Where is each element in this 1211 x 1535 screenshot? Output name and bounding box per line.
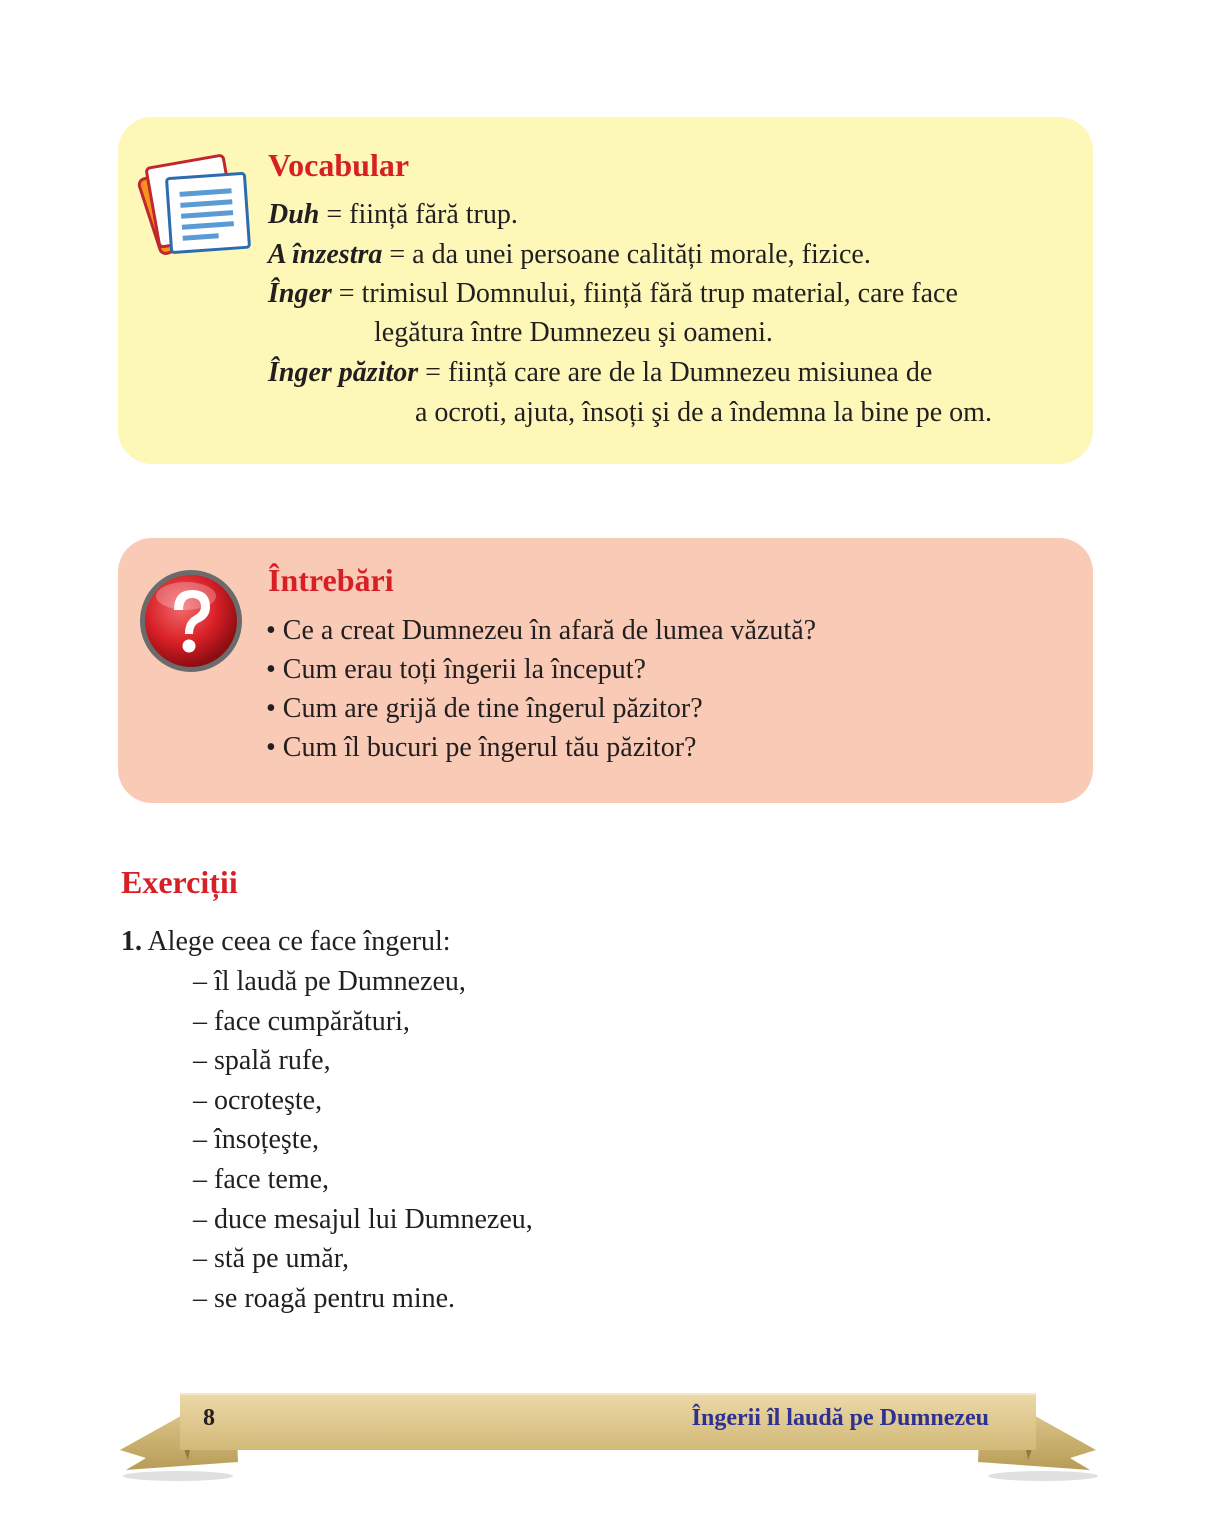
exercise-option: – stă pe umăr,: [193, 1243, 349, 1274]
vocabulary-continuation: legătura între Dumnezeu şi oameni.: [374, 317, 773, 348]
page-number: 8: [203, 1405, 215, 1431]
question-item: • Cum are grijă de tine îngerul păzitor?: [266, 693, 703, 724]
question-item: • Cum îl bucuri pe îngerul tău păzitor?: [266, 732, 697, 763]
vocabulary-definition: = ființă care are de la Dumnezeu misiunea de: [418, 357, 933, 388]
vocabulary-definition: = ființă fără trup.: [319, 199, 518, 230]
questions-box: [118, 538, 1093, 803]
chapter-title: Îngerii îl laudă pe Dumnezeu: [691, 1405, 989, 1431]
vocabulary-definition: = a da unei persoane calități morale, fizice.: [382, 239, 871, 270]
question-item: • Ce a creat Dumnezeu în afară de lumea văzută?: [266, 615, 817, 646]
exercise-option: – însoțeşte,: [193, 1124, 319, 1155]
question-item: • Cum erau toți îngerii la început?: [266, 654, 646, 685]
vocabulary-definition: = trimisul Domnului, ființă fără trup material, care face: [331, 278, 958, 309]
vocabulary-entry: [268, 235, 871, 275]
vocabulary-term: Duh: [268, 199, 320, 230]
exercise-option: – îl laudă pe Dumnezeu,: [193, 966, 466, 997]
exercise-prompt-text: Alege ceea ce face îngerul:: [142, 926, 451, 957]
exercise-option: – duce mesajul lui Dumnezeu,: [193, 1204, 533, 1235]
exercise-option: – face cumpărături,: [193, 1006, 410, 1037]
exercise-option: – ocroteşte,: [193, 1085, 323, 1116]
vocabulary-entry: [268, 274, 958, 314]
documents-icon: [132, 139, 252, 257]
vocabulary-entry: [268, 353, 932, 393]
exercise-option: – face teme,: [193, 1164, 330, 1195]
exercise-prompt: [121, 922, 451, 962]
exercise-option: – se roagă pentru mine.: [193, 1283, 456, 1314]
vocabulary-term: Înger păzitor: [268, 357, 419, 388]
exercise-number: 1.: [121, 926, 142, 957]
questions-title: Întrebări: [268, 562, 394, 598]
vocabulary-term: A înzestra: [268, 239, 383, 270]
question-mark-icon: [136, 566, 246, 676]
exercises-title: Exerciții: [121, 864, 238, 900]
vocabulary-box: [118, 117, 1093, 464]
vocabulary-title: Vocabular: [268, 147, 410, 183]
exercise-option: – spală rufe,: [193, 1045, 331, 1076]
vocabulary-term: Înger: [268, 278, 332, 309]
vocabulary-entry: [268, 195, 518, 235]
vocabulary-continuation: a ocroti, ajuta, însoți şi de a îndemna la bine pe om.: [415, 397, 992, 428]
